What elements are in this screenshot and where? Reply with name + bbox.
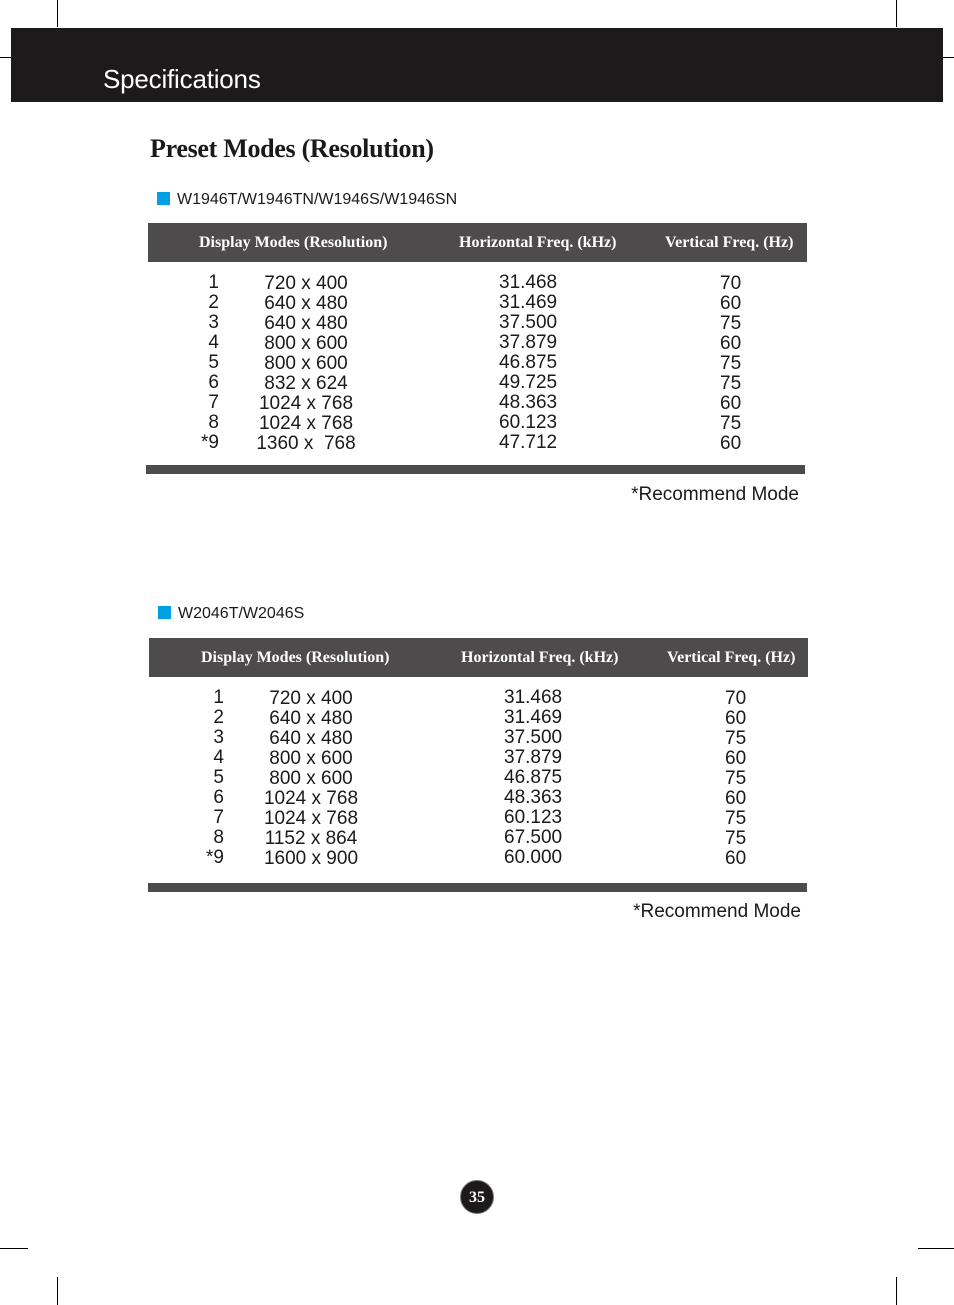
table-cell-resolution: 1024 x 768 [263,788,359,809]
table-cell-resolution: 720 x 400 [269,688,353,709]
table-cell-no: 7 [208,392,219,413]
column-header-display-modes: Display Modes (Resolution) [201,649,390,666]
table-cell-h: 37.879 [499,332,558,353]
page-heading: Preset Modes (Resolution) [150,134,434,163]
table-cell-resolution: 1024 x 768 [263,808,359,829]
table-cell-resolution: 720 x 400 [264,273,348,294]
table-cell-h: 31.469 [504,707,563,728]
table-cell-v: 60 [725,708,747,729]
table-cell-resolution: 640 x 480 [264,313,348,334]
table-cell-resolution: 640 x 480 [264,293,348,314]
table-column-resolution [251,689,371,869]
table-column-number [194,688,224,868]
table-cell-v: 75 [720,313,742,334]
table-cell-v: 75 [720,353,742,374]
table-header [148,223,807,262]
table-cell-h: 37.500 [504,727,563,748]
crop-mark [918,1248,954,1249]
table-column-resolution [246,274,366,454]
table-cell-resolution: 800 x 600 [264,353,348,374]
table-column-vertical-freq [725,689,746,869]
table-cell-h: 60.123 [504,807,563,828]
table-column-number [189,273,219,453]
column-header-display-modes: Display Modes (Resolution) [199,234,388,251]
table-column-horizontal-freq [499,273,557,453]
table-cell-h: 37.500 [499,312,558,333]
table-cell-v: 60 [725,788,747,809]
crop-mark [896,0,897,27]
table-cell-resolution: 1600 x 900 [263,848,359,869]
recommend-note: *Recommend Mode [631,484,799,505]
square-bullet-icon [157,192,170,205]
table-cell-v: 60 [725,848,747,869]
crop-mark [0,57,11,58]
table-cell-resolution: 1152 x 864 [264,828,358,849]
table-cell-no: 3 [208,312,219,333]
crop-mark [57,1277,58,1305]
model-label [158,605,304,623]
square-bullet-icon [158,606,171,619]
table-cell-h: 60.000 [504,847,563,868]
table-cell-h: 49.725 [499,372,558,393]
table-column-vertical-freq [720,274,741,454]
column-header-vertical-freq: Vertical Freq. (Hz) [667,649,796,666]
recommend-note: *Recommend Mode [633,901,801,922]
table-cell-no: *9 [201,432,219,453]
table-cell-v: 70 [725,688,747,709]
table-cell-h: 47.712 [499,432,558,453]
table-cell-h: 60.123 [499,412,558,433]
table-cell-h: 37.879 [504,747,563,768]
table-cell-no: 6 [213,787,224,808]
table-cell-h: 46.875 [499,352,558,373]
table-cell-no: 6 [208,372,219,393]
table-cell-v: 75 [725,828,747,849]
table-cell-no: 8 [213,827,224,848]
table-cell-no: 1 [213,687,224,708]
table-cell-no: 1 [208,272,219,293]
table-cell-resolution: 1360 x 768 [256,433,356,454]
table-cell-resolution: 832 x 624 [264,373,348,394]
table-cell-v: 75 [720,373,742,394]
crop-mark [0,1248,28,1249]
table-cell-no: 3 [213,727,224,748]
table-cell-v: 75 [725,768,747,789]
table-cell-h: 31.468 [504,687,563,708]
table-footer-bar [146,465,805,474]
table-cell-v: 75 [720,413,742,434]
table-cell-v: 75 [725,728,747,749]
table-cell-v: 60 [720,333,742,354]
model-label [157,191,457,209]
model-name: W2046T/W2046S [178,605,305,622]
column-header-horizontal-freq: Horizontal Freq. (kHz) [459,234,617,251]
table-cell-resolution: 800 x 600 [269,748,353,769]
table-cell-h: 31.469 [499,292,558,313]
table-cell-h: 46.875 [504,767,563,788]
page-number: 35 [460,1180,494,1214]
table-cell-h: 67.500 [504,827,563,848]
column-header-vertical-freq: Vertical Freq. (Hz) [665,234,794,251]
table-cell-no: 8 [208,412,219,433]
table-cell-resolution: 1024 x 768 [258,413,354,434]
table-cell-resolution: 640 x 480 [269,728,353,749]
crop-mark [943,57,954,58]
table-cell-v: 60 [720,433,742,454]
table-cell-resolution: 640 x 480 [269,708,353,729]
table-cell-h: 48.363 [504,787,563,808]
table-cell-no: 2 [208,292,219,313]
table-cell-v: 75 [725,808,747,829]
table-column-horizontal-freq [504,688,562,868]
table-cell-v: 60 [725,748,747,769]
crop-mark [57,0,58,27]
table-footer-bar [148,883,807,892]
table-cell-v: 60 [720,393,742,414]
crop-mark [896,1277,897,1305]
table-cell-no: *9 [206,847,224,868]
section-title: Specifications [103,64,261,94]
table-cell-no: 2 [213,707,224,728]
table-cell-no: 5 [213,767,224,788]
table-cell-no: 4 [213,747,224,768]
model-name: W1946T/W1946TN/W1946S/W1946SN [177,191,458,208]
table-cell-h: 48.363 [499,392,558,413]
table-cell-resolution: 1024 x 768 [258,393,354,414]
table-cell-resolution: 800 x 600 [269,768,353,789]
table-header [149,638,808,677]
table-cell-no: 5 [208,352,219,373]
table-cell-v: 60 [720,293,742,314]
table-cell-v: 70 [720,273,742,294]
column-header-horizontal-freq: Horizontal Freq. (kHz) [461,649,619,666]
table-cell-resolution: 800 x 600 [264,333,348,354]
table-cell-no: 7 [213,807,224,828]
table-cell-no: 4 [208,332,219,353]
table-cell-h: 31.468 [499,272,558,293]
